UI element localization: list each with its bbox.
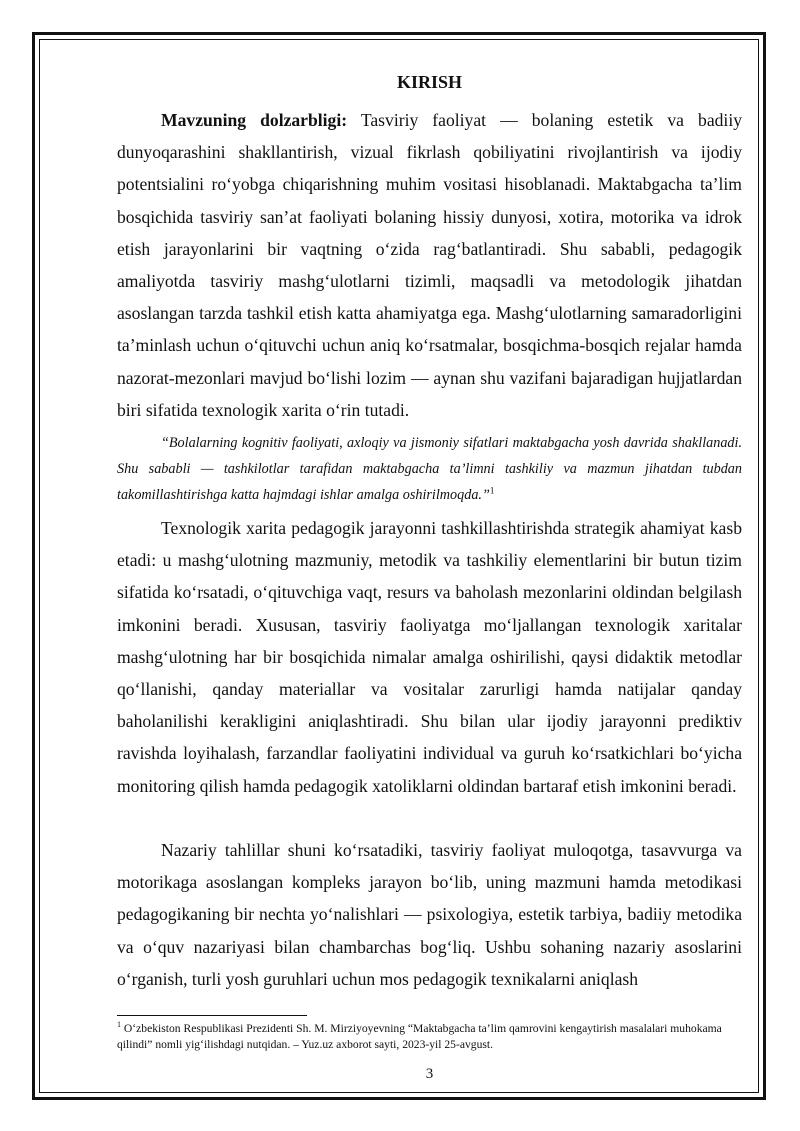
section-heading: KIRISH	[396, 72, 463, 92]
paragraph-lead: Mavzuning dolzarbligi:	[161, 110, 348, 130]
footnote-reference: 1	[489, 485, 495, 496]
page-number: 3	[425, 1066, 434, 1082]
paragraph-technological-map: Texnologik xarita pedagogik jarayonni tashkillashtirishda strategik ahamiyat kasb etadi: u mashg‘ulotning mazmuniy, metodik va tashkiliy elementlarini bir butun tizim sifatida ko‘rsatadi, o‘qituvchiga vaqt, resurs va baholash mezonlarini oldindan belgilash imkonini beradi. Xususan, tasviriy faoliyatga mo‘ljallangan texnologik xaritalar mashg‘ulotning har bir bosqichida nimalar amalga oshirilishi, qaysi didaktik metodlar qo‘llanishi, qanday materiallar va vositalar zarurligi hamda natijalar qanday baholanilishi kerakligini aniqlashtiradi. Shu bilan ular ijodiy jarayonni prediktiv ravishda loyihalash, farzandlar faoliyatini individual va guruh ko‘rsatkichlari bo‘yicha monitoring qilish hamda pedagogik xatoliklarni oldindan bartaraf etish imkonini beradi.	[117, 518, 742, 796]
footnote-divider	[117, 1015, 307, 1016]
quote-text: “Bolalarning kognitiv faoliyati, axloqiy va jismoniy sifatlari maktabgacha yosh davrida shakllanadi. Shu sababli — tashkilotlar tarafidan maktabgacha ta’limni tashkiliy va mazmun jihatdan tubdan takomillashtirishga katta hajmdagi ishlar amalga oshirilmoqda.”	[117, 435, 742, 503]
footnote-marker: 1	[117, 1020, 121, 1030]
block-quote	[117, 430, 742, 508]
footnote	[117, 1021, 742, 1053]
paragraph-theory: Nazariy tahlillar shuni ko‘rsatadiki, tasviriy faoliyat muloqotga, tasavvurga va motorikaga asoslangan kompleks jarayon bo‘lib, uning mazmuni hamda metodikasi pedagogikaning bir nechta yo‘nalishlari — psixologiya, estetik tarbiya, badiiy metodika va o‘quv nazariyasi bilan chambarchas bog‘liq. Ushbu sohaning nazariy asoslarini o‘rganish, turli yosh guruhlari uchun mos pedagogik texnikalarni aniqlash	[117, 840, 742, 989]
paragraph-relevance	[117, 104, 742, 426]
paragraph-relevance-text: Tasviriy faoliyat — bolaning estetik va badiiy dunyoqarashini shakllantirish, vizual fikrlash qobiliyatini rivojlantirish va ijodiy potentsialini ro‘yobga chiqarishning muhim vositasi hisoblanadi. Maktabgacha ta’lim bosqichida tasviriy san’at faoliyati bolaning hissiy dunyosi, xotira, motorika va idrok etish jarayonlarini bir vaqtning o‘zida rag‘batlantiradi. Shu sababli, pedagogik amaliyotda tasviriy mashg‘ulotlarni tizimli, maqsadli va metodologik jihatdan asoslangan tarzda tashkil etish katta ahamiyatga ega. Mashg‘ulotlarning samaradorligini ta’minlash uchun o‘qituvchi uchun aniq ko‘rsatmalar, bosqichma-bosqich rejalar hamda nazorat-mezonlari mavjud bo‘lishi lozim — aynan shu vazifani bajaradigan hujjatlardan biri sifatida texnologik xarita o‘rin tutadi.	[117, 110, 743, 420]
footnote-text: O‘zbekiston Respublikasi Prezidenti Sh. M. Mirziyoyevning “Maktabgacha ta’lim qamrovini kengaytirish masalalari muhokama qilindi” nomli yig‘ilishdagi nutqidan. – Yuz.uz axborot sayti, 2023-yil 25-avgust.	[117, 1022, 722, 1051]
